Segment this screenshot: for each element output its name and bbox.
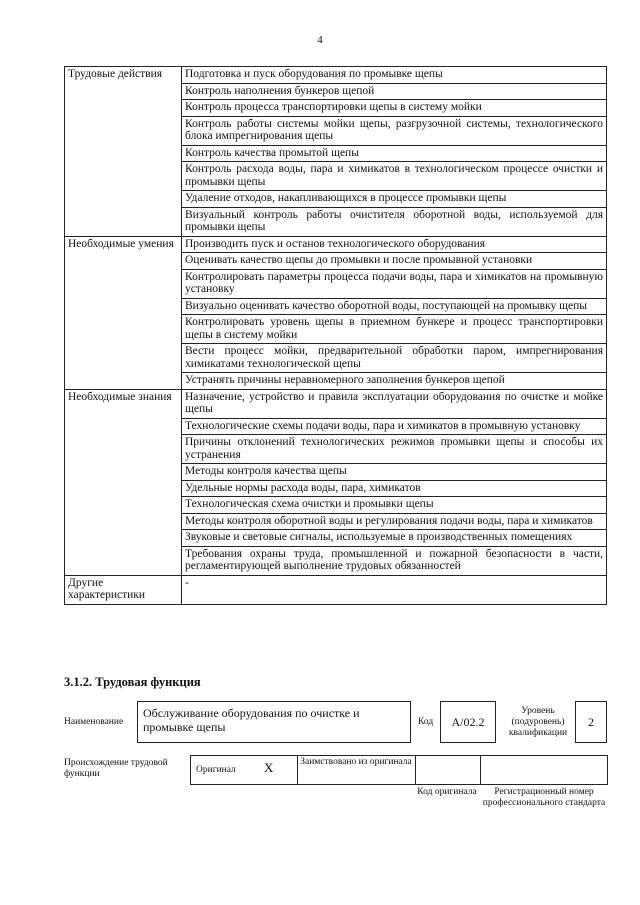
origin-divider — [415, 756, 416, 784]
item-cell: Оценивать качество щепы до промывки и после промывной установки — [182, 253, 607, 270]
category-cell: Другие характеристики — [65, 575, 182, 604]
item-cell: Методы контроля качества щепы — [182, 464, 607, 481]
category-cell: Трудовые действия — [65, 67, 182, 237]
registration-number-label: Регистрационный номер профессионального стандарта — [482, 787, 606, 808]
function-code-field: А/02.2 — [440, 701, 496, 743]
item-cell: Контроль расхода воды, пара и химикатов в технологическом процессе очистки и промывки щепы — [182, 162, 607, 191]
item-cell: Контроль процесса транспортировки щепы в систему мойки — [182, 100, 607, 117]
work-function-table — [64, 66, 607, 605]
name-label: Наименование — [64, 717, 124, 727]
qualification-level-label: Уровень (подуровень) квалификации — [508, 706, 568, 738]
item-cell: - — [182, 575, 607, 604]
origin-label: Происхождение трудовой функции — [64, 758, 168, 779]
item-cell: Контролировать параметры процесса подачи воды, пара и химикатов на промывную установку — [182, 269, 607, 298]
item-cell: Технологические схемы подачи воды, пара и химикатов в промывную установку — [182, 418, 607, 435]
origin-divider — [480, 756, 481, 784]
section-title: 3.1.2. Трудовая функция — [64, 675, 201, 689]
item-cell: Звуковые и световые сигналы, используемые в производственных помещениях — [182, 530, 607, 547]
page-number: 4 — [317, 34, 323, 46]
item-cell: Визуальный контроль работы очистителя оборотной воды, используемой для промывки щепы — [182, 207, 607, 236]
item-cell: Контролировать уровень щепы в приемном бункере и процесс транспортировки щепы в систему мойки — [182, 315, 607, 344]
item-cell: Вести процесс мойки, предварительной обработки паром, импрегнирования химикатами технологической щепы — [182, 344, 607, 373]
item-cell: Контроль наполнения бункеров щепой — [182, 83, 607, 100]
item-cell: Контроль качества промытой щепы — [182, 145, 607, 162]
function-name-field: Обслуживание оборудования по очистке и промывке щепы — [137, 701, 411, 743]
origin-divider — [297, 756, 298, 784]
item-cell: Визуально оценивать качество оборотной воды, поступающей на промывку щепы — [182, 298, 607, 315]
item-cell: Причины отклонений технологических режимов промывки щепы и способы их устранения — [182, 435, 607, 464]
table-row — [65, 575, 607, 604]
item-cell: Назначение, устройство и правила эксплуатации оборудования по очистке и мойке щепы — [182, 389, 607, 418]
item-cell: Контроль работы системы мойки щепы, разгрузочной системы, технологического блока импрегнирования щепы — [182, 116, 607, 145]
original-mark: Х — [264, 760, 274, 775]
item-cell: Технологическая схема очистки и промывки щепы — [182, 497, 607, 514]
qualification-level-field: 2 — [575, 701, 607, 743]
category-cell: Необходимые умения — [65, 236, 182, 389]
item-cell: Подготовка и пуск оборудования по промывке щепы — [182, 67, 607, 84]
item-cell: Методы контроля оборотной воды и регулирования подачи воды, пара и химикатов — [182, 513, 607, 530]
item-cell: Устранять причины неравномерного заполнения бункеров щепой — [182, 373, 607, 390]
origin-code-label: Код оригинала — [417, 787, 477, 797]
table-row — [65, 67, 607, 84]
item-cell: Удаление отходов, накапливающихся в процессе промывки щепы — [182, 191, 607, 208]
item-cell: Требования охраны труда, промышленной и пожарной безопасности в части, регламентирующей выполнение трудовых обязанностей — [182, 546, 607, 575]
code-label: Код — [418, 717, 434, 727]
item-cell: Удельные нормы расхода воды, пара, химикатов — [182, 480, 607, 497]
table-row — [65, 236, 607, 253]
item-cell: Производить пуск и останов технологического оборудования — [182, 236, 607, 253]
category-cell: Необходимые знания — [65, 389, 182, 575]
table-row — [65, 389, 607, 418]
borrowed-label: Заимствовано из оригинала — [300, 757, 412, 767]
original-label: Оригинал — [196, 765, 236, 775]
